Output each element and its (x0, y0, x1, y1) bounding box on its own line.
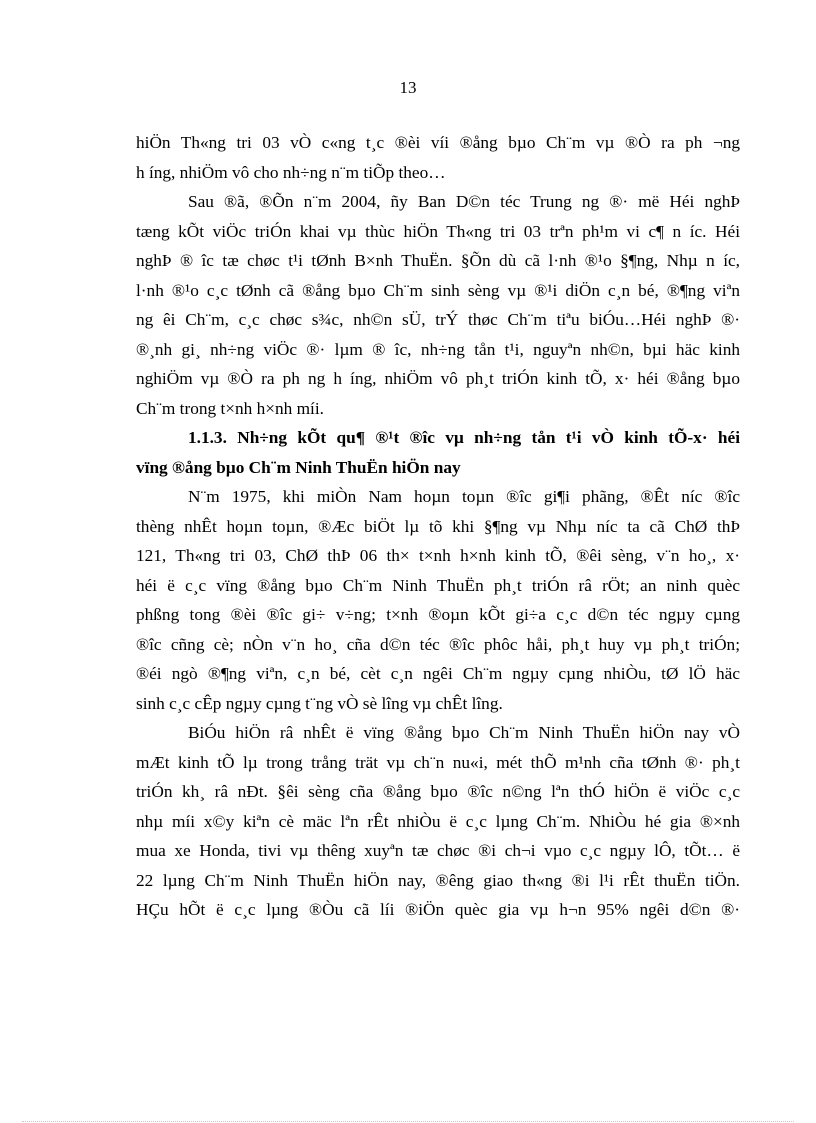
text-line: ®éi ngò ®¶ng viªn, c¸n bé, cèt c¸n ngêi Ch¨m ngµy cµng nhiÒu, tØ lÖ häc (136, 664, 740, 683)
text-line: thèng nhÊt hoµn toµn, ®Æc biÖt lµ tõ khi §¶ng vµ Nhµ níc ta cã ChØ thÞ (136, 516, 740, 536)
text-line: triÓn kh¸ râ nÐt. §êi sèng cña ®ång bµo ®îc n©ng lªn thÓ hiÖn ë viÖc c¸c (136, 782, 740, 801)
section-heading-line: 1.1.3. Nh÷ng kÕt qu¶ ®¹t ®îc vµ nh÷ng tån t¹i vÒ kinh tÕ-x· héi (188, 428, 740, 447)
text-line: 22 lµng Ch¨m Ninh ThuËn hiÖn nay, ®êng giao th«ng ®i l¹i rÊt thuËn tiÖn. (136, 870, 740, 890)
text-line: héi ë c¸c vïng ®ång bµo Ch¨m Ninh ThuËn ph¸t triÓn râ rÖt; an ninh quèc (136, 575, 740, 595)
section-heading-line: vïng ®ång bµo Ch¨m Ninh ThuËn hiÖn nay (136, 457, 461, 477)
text-line: mua xe Honda, tivi vµ thêng xuyªn tæ chøc ®i ch¬i vµo c¸c ngµy lÔ, tÕt… ë (136, 841, 740, 860)
text-line: HÇu hÕt ë c¸c lµng ®Òu cã líi ®iÖn quèc gia vµ h¬n 95% ngêi d©n ®· (136, 900, 740, 919)
text-line: hiÖn Th«ng tri 03 vÒ c«ng t¸c ®èi víi ®ång bµo Ch¨m vµ ®Ò ra ph ¬ng (136, 133, 740, 152)
text-line: phßng tong ®èi ®îc gi÷ v÷ng; t×nh ®oµn kÕt gi÷a c¸c d©n téc ngµy cµng (136, 605, 740, 624)
text-line: ng êi Ch¨m, c¸c chøc s¾c, nh©n sÜ, trÝ thøc Ch¨m tiªu biÓu…Héi nghÞ ®· (136, 310, 740, 329)
text-line: mÆt kinh tÕ lµ trong trång trät vµ ch¨n nu«i, mét thÕ m¹nh cña tØnh ®· ph¸t (136, 752, 740, 772)
text-line: N¨m 1975, khi miÒn Nam hoµn toµn ®îc gi¶i phãng, ®Êt níc ®îc (188, 487, 740, 506)
page-number: 13 (399, 78, 417, 97)
text-line: nghÞ ® îc tæ chøc t¹i tØnh B×nh ThuËn. §Õn dù cã l·nh ®¹o §¶ng, Nhµ n íc, (136, 251, 740, 270)
text-line: ®îc cñng cè; nÒn v¨n ho¸ cña d©n téc ®îc phôc håi, ph¸t huy vµ ph¸t triÓn; (136, 634, 740, 654)
text-line: Ch¨m trong t×nh h×nh míi. (136, 398, 324, 418)
text-line: l·nh ®¹o c¸c tØnh cã ®ång bµo Ch¨m sinh sèng vµ ®¹i diÖn c¸n bé, ®¶ng viªn (136, 280, 740, 300)
text-line: ®¸nh gi¸ nh÷ng viÖc ®· lµm ® îc, nh÷ng tån t¹i, nguyªn nh©n, bµi häc kinh (136, 339, 740, 359)
text-line: nghiÖm vµ ®Ò ra ph ng h íng, nhiÖm vô ph¸t triÓn kinh tÕ, x· héi ®ång bµo (136, 369, 740, 388)
text-line: Sau ®ã, ®Õn n¨m 2004, ñy Ban D©n téc Trung ng ®· më Héi nghÞ (188, 192, 740, 211)
text-line: BiÓu hiÖn râ nhÊt ë vïng ®ång bµo Ch¨m Ninh ThuËn hiÖn nay vÒ (188, 723, 740, 742)
text-line: nhµ míi x©y kiªn cè mäc lªn rÊt nhiÒu ë c¸c lµng Ch¨m. NhiÒu hé gia ®×nh (136, 811, 740, 831)
bottom-dotted-rule (22, 1121, 794, 1122)
text-line: h íng, nhiÖm vô cho nh÷ng n¨m tiÕp theo… (136, 162, 446, 182)
body-text (136, 128, 740, 925)
text-line: tæng kÕt viÖc triÓn khai vµ thùc hiÖn Th«ng tri 03 trªn ph¹m vi c¶ n íc. Héi (136, 221, 740, 241)
text-line: sinh c¸c cÊp ngµy cµng t¨ng vÒ sè lîng vµ chÊt lîng. (136, 693, 503, 713)
text-line: 121, Th«ng tri 03, ChØ thÞ 06 th× t×nh h×nh kinh tÕ, ®êi sèng, v¨n ho¸, x· (136, 546, 740, 565)
